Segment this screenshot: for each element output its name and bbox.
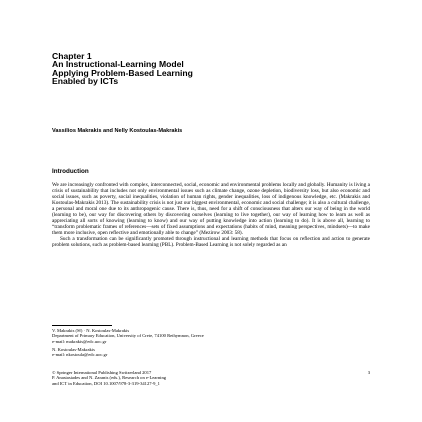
paragraph: We are increasingly confronted with complex, interconnected, social, economic and environmental problems locally and globally. Humanity is living a crisis of sustainability that includes not only environmental issues such as climate change, ozone depletion, biodiversity loss, but also economic and social issues, such as poverty, social inequalities, violation of human rights, gender inequalities, loss of indigenous knowledge, etc. (Makrakis and Kostoulas-Makrakis 2013). The sustainability crisis is not just our biggest environmental, economic and social challenge; it is also a cultural challenge, a personal and moral one due to its anthropogenic cause. There is, thus, need for a shift of consciousness that alters our way of being in the world (learning to be), our way for discovering others by discovering ourselves (learning to live together), our way of learning how to learn as well as appreciating all sorts of knowing (learning to know) and our way of putting knowledge into action (learning to do). It is above all, learning to “transform problematic frames of references—sets of fixed assumptions and expectations (habits of mind, meaning perspectives, mindsets)—to make them more inclusive, open reflective and emotionally able to change” (Mezirow 2003: 58). (52, 182, 370, 236)
chapter-title-line: Enabled by ICTs (52, 76, 119, 87)
page-number: 3 (367, 370, 370, 375)
body-text (52, 183, 370, 248)
footnote-line: N. Kostoulas-Makrakis (52, 346, 95, 352)
footnotes (52, 328, 370, 357)
footnote-line: Department of Primary Education, University of Crete, 74100 Rethymnon, Greece (52, 333, 204, 339)
chapter-title-line: An Instructional-Learning Model (52, 59, 184, 70)
copyright-line: © Springer International Publishing Switzerland 2017 (52, 370, 152, 375)
paragraph: Such a transformation can be significantly promoted through instructional and learning methods that focus on reflection and action to generate problem solutions, such as problem-based learning (PBL). Problem-Based Learning is not solely regarded as an (52, 235, 370, 248)
author-line: Vassilios Makrakis and Nelly Kostoulas-Makrakis (52, 128, 183, 134)
copyright-block (52, 370, 370, 386)
footnote-separator (52, 325, 112, 326)
section-heading: Introduction (52, 168, 89, 175)
footnote-line: V. Makrakis (✉) · N. Kostoulas-Makrakis (52, 328, 130, 333)
chapter-title-line: Applying Problem-Based Learning (52, 67, 193, 78)
chapter-number: Chapter 1 (52, 51, 92, 61)
citation-line: P. Anastasiades and N. Zaranis (eds.), Research on e-Learning (52, 375, 167, 381)
citation-line: and ICT in Education, DOI 10.1007/978-3-319-34127-9_1 (52, 380, 160, 386)
chapter-header (52, 52, 352, 86)
footnote-email-link[interactable]: e-mail: makrakis@edc.uoc.gr (52, 338, 107, 344)
footnote-email-link[interactable]: e-mail: nkostoula@edc.uoc.gr (52, 352, 108, 358)
